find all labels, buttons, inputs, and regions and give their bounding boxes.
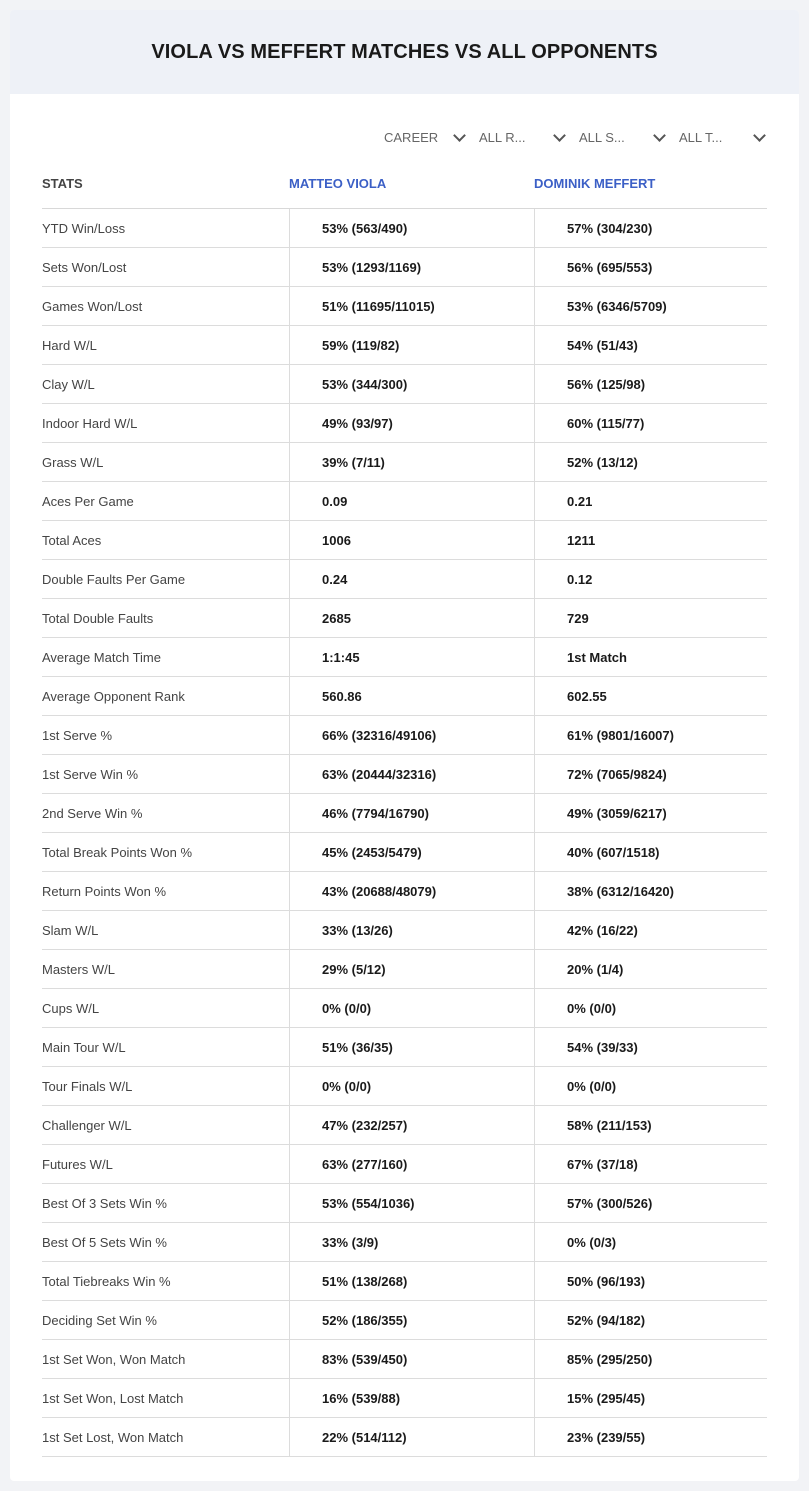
stat-label: Average Opponent Rank [42,688,185,704]
player1-value: 39% (7/11) [289,443,534,481]
table-row [42,209,767,248]
player2-value: 15% (295/45) [534,1379,767,1417]
stats-table [42,158,767,1457]
player2-value: 729 [534,599,767,637]
table-row [42,755,767,794]
player1-value: 53% (344/300) [289,365,534,403]
table-row [42,326,767,365]
stat-label: Total Double Faults [42,610,154,626]
player1-value: 51% (36/35) [289,1028,534,1066]
chevron-down-icon [653,129,666,142]
table-row [42,1223,767,1262]
table-row [42,1067,767,1106]
player1-value: 53% (1293/1169) [289,248,534,286]
header-player1-link[interactable]: MATTEO VIOLA [289,175,387,191]
player2-value: 67% (37/18) [534,1145,767,1183]
player1-value: 49% (93/97) [289,404,534,442]
table-row [42,794,767,833]
table-row [42,1028,767,1067]
player2-value: 602.55 [534,677,767,715]
filter-round-select[interactable] [479,126,564,148]
stat-label: YTD Win/Loss [42,220,126,236]
player1-value: 29% (5/12) [289,950,534,988]
player1-value: 560.86 [289,677,534,715]
player2-value: 52% (94/182) [534,1301,767,1339]
table-header [42,158,767,209]
filter-period-select[interactable] [384,126,464,148]
player1-value: 0% (0/0) [289,989,534,1027]
player1-value: 63% (20444/32316) [289,755,534,793]
table-row [42,833,767,872]
table-row [42,560,767,599]
chevron-down-icon [553,129,566,142]
player1-value: 0.09 [289,482,534,520]
player2-value: 42% (16/22) [534,911,767,949]
table-row [42,1418,767,1457]
player1-value: 59% (119/82) [289,326,534,364]
player1-value: 1:1:45 [289,638,534,676]
stat-label: 1st Serve Win % [42,766,139,782]
table-row [42,1106,767,1145]
stat-label: Tour Finals W/L [42,1078,133,1094]
table-row [42,404,767,443]
player2-value: 57% (300/526) [534,1184,767,1222]
table-row [42,911,767,950]
player2-value: 49% (3059/6217) [534,794,767,832]
stat-label: Grass W/L [42,454,104,470]
stat-label: Best Of 5 Sets Win % [42,1234,167,1250]
stat-label: 1st Serve % [42,727,113,743]
filter-round-label: ALL R... [479,129,526,145]
filter-tournament-select[interactable] [679,126,764,148]
player2-value: 57% (304/230) [534,209,767,247]
stat-label: Return Points Won % [42,883,167,899]
player1-value: 2685 [289,599,534,637]
player1-value: 43% (20688/48079) [289,872,534,910]
player2-value: 52% (13/12) [534,443,767,481]
table-row [42,677,767,716]
player2-value: 0.12 [534,560,767,598]
table-row [42,989,767,1028]
player2-value: 54% (39/33) [534,1028,767,1066]
table-row [42,443,767,482]
stat-label: Masters W/L [42,961,115,977]
stat-label: Main Tour W/L [42,1039,126,1055]
filter-tournament-label: ALL T... [679,129,723,145]
stat-label: 1st Set Won, Won Match [42,1351,186,1367]
table-row [42,872,767,911]
player2-value: 53% (6346/5709) [534,287,767,325]
player2-value: 58% (211/153) [534,1106,767,1144]
header-stats: STATS [42,175,83,191]
player2-value: 61% (9801/16007) [534,716,767,754]
table-row [42,1145,767,1184]
player1-value: 52% (186/355) [289,1301,534,1339]
player2-value: 0.21 [534,482,767,520]
table-row [42,365,767,404]
filter-period-label: CAREER [384,129,439,145]
table-row [42,599,767,638]
table-row [42,248,767,287]
table-row [42,1262,767,1301]
player2-value: 1st Match [534,638,767,676]
table-row [42,287,767,326]
player2-value: 0% (0/3) [534,1223,767,1261]
stat-label: Total Tiebreaks Win % [42,1273,171,1289]
player2-value: 56% (695/553) [534,248,767,286]
table-row [42,1379,767,1418]
stat-label: Cups W/L [42,1000,100,1016]
player2-value: 0% (0/0) [534,1067,767,1105]
player1-value: 51% (11695/11015) [289,287,534,325]
player1-value: 46% (7794/16790) [289,794,534,832]
stat-label: Futures W/L [42,1156,113,1172]
stat-label: Deciding Set Win % [42,1312,157,1328]
player2-value: 72% (7065/9824) [534,755,767,793]
stat-label: Hard W/L [42,337,97,353]
stat-label: Sets Won/Lost [42,259,127,275]
filter-surface-label: ALL S... [579,129,625,145]
player2-value: 54% (51/43) [534,326,767,364]
stat-label: Double Faults Per Game [42,571,186,587]
stat-label: 1st Set Lost, Won Match [42,1429,184,1445]
player1-value: 45% (2453/5479) [289,833,534,871]
player1-value: 66% (32316/49106) [289,716,534,754]
player1-value: 0.24 [289,560,534,598]
stat-label: Total Break Points Won % [42,844,193,860]
table-body [42,209,767,1457]
table-row [42,638,767,677]
player1-value: 0% (0/0) [289,1067,534,1105]
player1-value: 1006 [289,521,534,559]
player2-value: 40% (607/1518) [534,833,767,871]
player1-value: 47% (232/257) [289,1106,534,1144]
card-header [10,10,799,94]
player1-value: 63% (277/160) [289,1145,534,1183]
player1-value: 51% (138/268) [289,1262,534,1300]
player1-value: 33% (13/26) [289,911,534,949]
stats-card [10,10,799,1481]
player1-value: 33% (3/9) [289,1223,534,1261]
player1-value: 53% (554/1036) [289,1184,534,1222]
stat-label: Slam W/L [42,922,99,938]
table-row [42,950,767,989]
player2-value: 60% (115/77) [534,404,767,442]
stat-label: Average Match Time [42,649,161,665]
chevron-down-icon [753,129,766,142]
page-title: VIOLA VS MEFFERT MATCHES VS ALL OPPONENTS [151,40,658,63]
header-player2-link[interactable]: DOMINIK MEFFERT [534,175,656,191]
stat-label: 2nd Serve Win % [42,805,143,821]
player2-value: 56% (125/98) [534,365,767,403]
stat-label: Best Of 3 Sets Win % [42,1195,167,1211]
player2-value: 20% (1/4) [534,950,767,988]
table-row [42,1301,767,1340]
stat-label: 1st Set Won, Lost Match [42,1390,184,1406]
stat-label: Indoor Hard W/L [42,415,138,431]
stat-label: Aces Per Game [42,493,134,509]
table-row [42,1184,767,1223]
player1-value: 22% (514/112) [289,1418,534,1456]
table-row [42,482,767,521]
chevron-down-icon [453,129,466,142]
player1-value: 53% (563/490) [289,209,534,247]
table-row [42,521,767,560]
player1-value: 16% (539/88) [289,1379,534,1417]
player2-value: 50% (96/193) [534,1262,767,1300]
stat-label: Clay W/L [42,376,95,392]
filter-surface-select[interactable] [579,126,664,148]
stat-label: Challenger W/L [42,1117,132,1133]
player2-value: 1211 [534,521,767,559]
stat-label: Total Aces [42,532,102,548]
table-row [42,716,767,755]
player2-value: 0% (0/0) [534,989,767,1027]
table-row [42,1340,767,1379]
player1-value: 83% (539/450) [289,1340,534,1378]
player2-value: 38% (6312/16420) [534,872,767,910]
player2-value: 23% (239/55) [534,1418,767,1456]
player2-value: 85% (295/250) [534,1340,767,1378]
stat-label: Games Won/Lost [42,298,143,314]
filter-bar [10,126,799,148]
